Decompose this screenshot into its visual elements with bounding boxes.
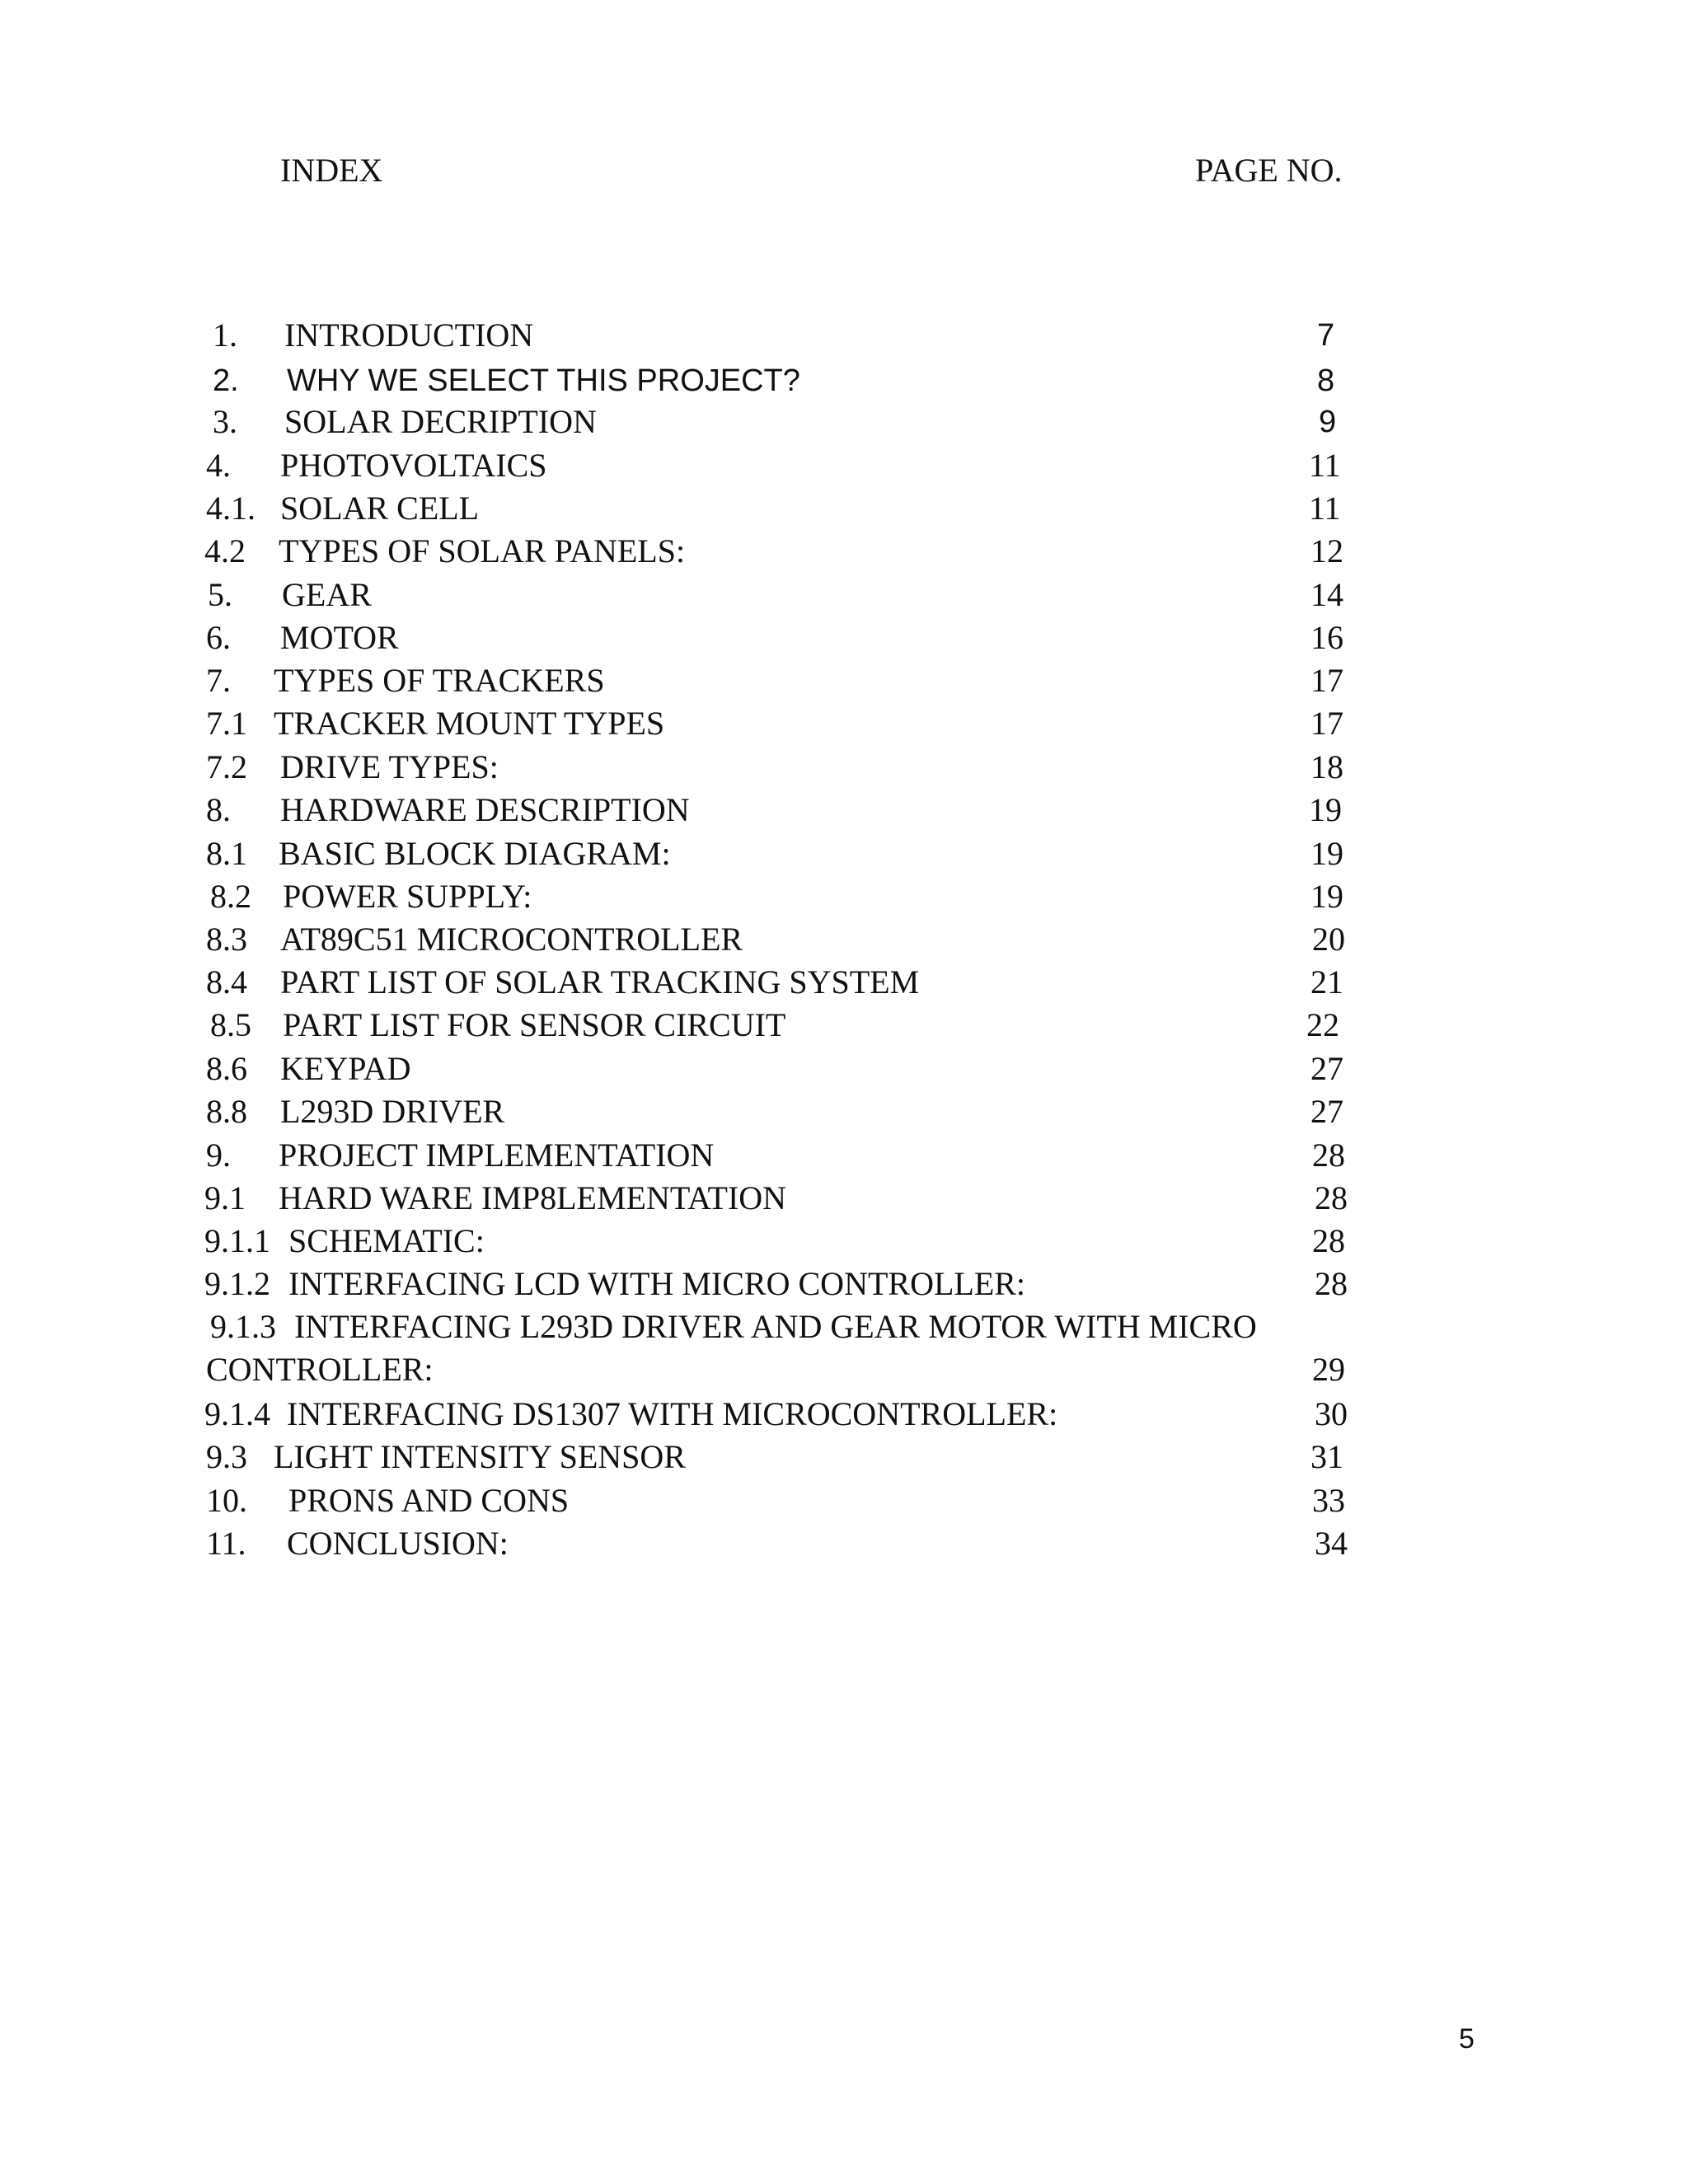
toc-entry-page: 19 — [1309, 791, 1342, 828]
toc-entry-page: 28 — [1312, 1137, 1345, 1174]
toc-entry-page: 21 — [1311, 963, 1343, 1001]
toc-entry-page: 22 — [1306, 1006, 1339, 1043]
toc-entry-title: PROJECT IMPLEMENTATION — [279, 1137, 715, 1174]
toc-entry-title: POWER SUPPLY: — [283, 878, 532, 915]
toc-entry-title: TYPES OF SOLAR PANELS: — [279, 532, 686, 569]
toc-entry-title: DRIVE TYPES: — [280, 748, 499, 785]
toc-entry-page: 33 — [1312, 1482, 1345, 1519]
toc-entry-page: 17 — [1311, 662, 1343, 699]
toc-entry-title: HARDWARE DESCRIPTION — [280, 791, 690, 828]
toc-entry-title: WHY WE SELECT THIS PROJECT? — [287, 363, 800, 398]
toc-entry-page: 28 — [1315, 1265, 1348, 1302]
toc-entry-title: INTRODUCTION — [284, 316, 534, 354]
toc-entry-number: 9.3 — [206, 1438, 247, 1475]
toc-entry-page: 27 — [1311, 1093, 1343, 1130]
toc-entry-title: CONTROLLER: — [206, 1351, 434, 1388]
toc-entry-number: 8.2 — [210, 878, 251, 915]
toc-entry-title: BASIC BLOCK DIAGRAM: — [279, 835, 671, 872]
index-heading: INDEX — [280, 152, 383, 189]
toc-entry-title: HARD WARE IMP8LEMENTATION — [279, 1179, 787, 1216]
toc-entry-number: 6. — [206, 619, 231, 656]
toc-entry-number: 9.1 — [204, 1179, 246, 1216]
toc-entry-number: 5. — [208, 576, 232, 613]
toc-entry-number: 1. — [213, 316, 237, 354]
toc-entry-title: PART LIST FOR SENSOR CIRCUIT — [283, 1006, 786, 1043]
toc-entry-title: LIGHT INTENSITY SENSOR — [274, 1438, 686, 1475]
toc-entry-number: 11. — [206, 1525, 246, 1562]
toc-entry-title: PART LIST OF SOLAR TRACKING SYSTEM — [280, 963, 920, 1001]
toc-entry-title: PRONS AND CONS — [288, 1482, 570, 1519]
toc-entry-page: 27 — [1311, 1050, 1343, 1087]
toc-entry-page: 18 — [1311, 748, 1343, 785]
toc-entry-page: 16 — [1311, 619, 1343, 656]
toc-entry-number: 2. — [213, 363, 239, 398]
toc-entry-page: 12 — [1311, 532, 1343, 569]
toc-entry-title: INTERFACING L293D DRIVER AND GEAR MOTOR WITH MICRO — [294, 1308, 1257, 1345]
toc-entry-page: 28 — [1312, 1222, 1345, 1259]
toc-entry-page: 30 — [1315, 1395, 1348, 1432]
toc-entry-number: 9.1.4 — [204, 1395, 270, 1432]
toc-entry-number: 8. — [206, 791, 231, 828]
toc-entry-page: 19 — [1311, 878, 1343, 915]
toc-entry-number: 7.2 — [206, 748, 247, 785]
toc-entry-number: 8.4 — [206, 963, 247, 1001]
toc-entry-title: SOLAR CELL — [280, 490, 480, 527]
toc-entry-title: SOLAR DECRIPTION — [284, 403, 597, 440]
toc-entry-number: 4.1. — [206, 490, 256, 527]
toc-entry-page: 29 — [1312, 1351, 1345, 1388]
toc-entry-number: 9.1.1 — [204, 1222, 270, 1259]
toc-entry-title: GEAR — [282, 576, 372, 613]
toc-entry-number: 9. — [206, 1137, 231, 1174]
toc-entry-number: 4. — [206, 447, 231, 484]
toc-entry-title: CONCLUSION: — [287, 1525, 509, 1562]
toc-entry-number: 3. — [213, 403, 237, 440]
toc-entry-title: AT89C51 MICROCONTROLLER — [280, 921, 743, 958]
toc-entry-page: 31 — [1311, 1438, 1343, 1475]
toc-entry-title: SCHEMATIC: — [288, 1222, 485, 1259]
toc-entry-title: INTERFACING LCD WITH MICRO CONTROLLER: — [288, 1265, 1026, 1302]
toc-entry-page: 11 — [1309, 447, 1341, 484]
toc-entry-title: PHOTOVOLTAICS — [280, 447, 547, 484]
toc-entry-number: 8.5 — [210, 1006, 251, 1043]
toc-entry-number: 9.1.3 — [210, 1308, 276, 1345]
toc-entry-page: 19 — [1311, 835, 1343, 872]
toc-entry-page: 34 — [1315, 1525, 1348, 1562]
toc-entry-number: 9.1.2 — [204, 1265, 270, 1302]
toc-entry-title: TRACKER MOUNT TYPES — [274, 705, 665, 742]
page-number: 5 — [1459, 2023, 1475, 2055]
toc-entry-number: 10. — [206, 1482, 247, 1519]
toc-entry-page: 8 — [1317, 363, 1335, 398]
toc-entry-title: INTERFACING DS1307 WITH MICROCONTROLLER: — [287, 1395, 1058, 1432]
toc-entry-number: 8.8 — [206, 1093, 247, 1130]
toc-entry-page: 7 — [1317, 318, 1335, 353]
toc-entry-page: 17 — [1311, 705, 1343, 742]
toc-entry-page: 28 — [1315, 1179, 1348, 1216]
toc-entry-page: 14 — [1311, 576, 1343, 613]
toc-entry-page: 11 — [1309, 490, 1341, 527]
toc-entry-number: 7.1 — [206, 705, 247, 742]
toc-entry-number: 7. — [206, 662, 231, 699]
toc-entry-number: 8.3 — [206, 921, 247, 958]
toc-entry-title: MOTOR — [280, 619, 399, 656]
toc-entry-page: 20 — [1312, 921, 1345, 958]
page-no-heading: PAGE NO. — [1195, 152, 1343, 189]
toc-entry-title: L293D DRIVER — [280, 1093, 505, 1130]
toc-entry-number: 4.2 — [204, 532, 246, 569]
toc-entry-title: TYPES OF TRACKERS — [274, 662, 605, 699]
toc-entry-number: 8.1 — [206, 835, 247, 872]
toc-entry-title: KEYPAD — [280, 1050, 411, 1087]
toc-entry-number: 8.6 — [206, 1050, 247, 1087]
toc-entry-page: 9 — [1319, 405, 1337, 439]
